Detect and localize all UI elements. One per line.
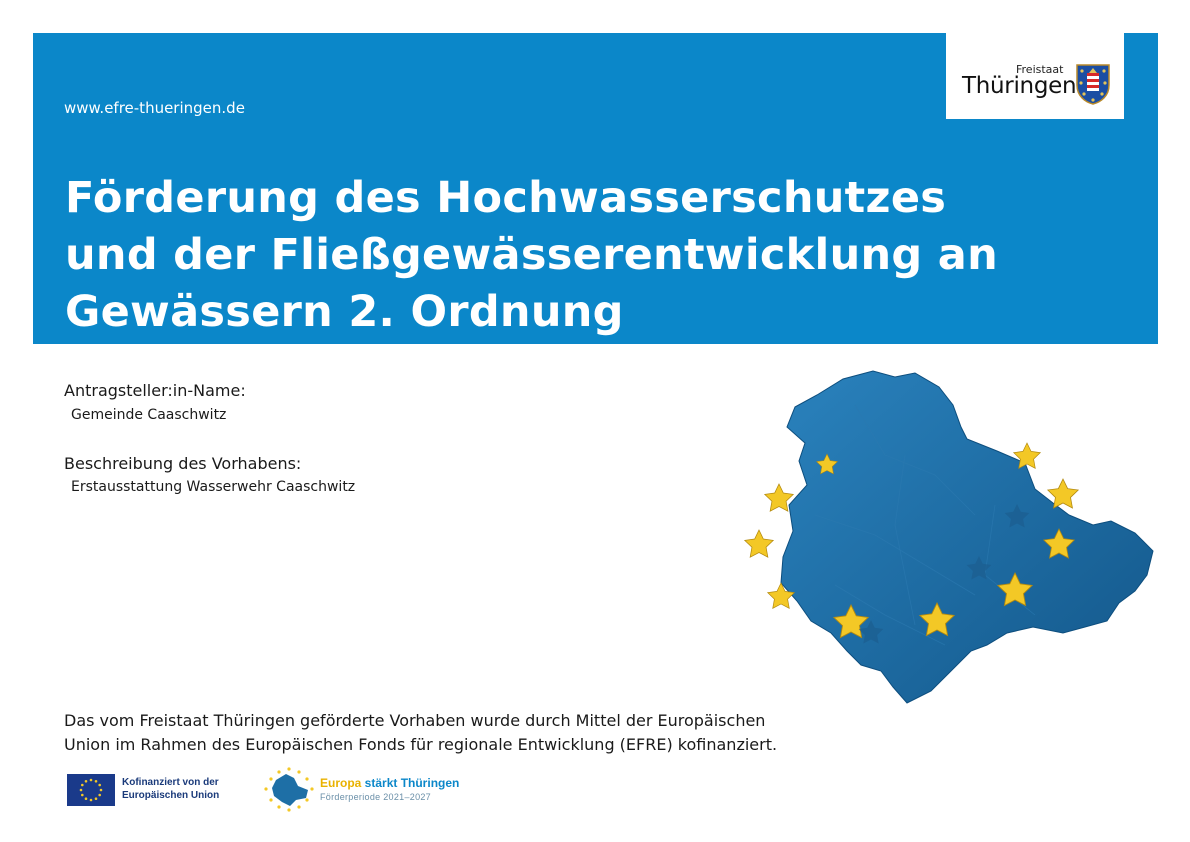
europa-staerkt-thueringen-title xyxy=(320,776,459,790)
funding-period-text: Förderperiode 2021–2027 xyxy=(320,792,431,802)
es-title-europa: Europa xyxy=(320,776,362,790)
funding-statement xyxy=(64,709,944,757)
title-line: und der Fließgewässerentwicklung an xyxy=(65,230,999,280)
title-line: Förderung des Hochwasserschutzes xyxy=(65,173,947,223)
logo-text-freistaat: Freistaat xyxy=(1016,63,1064,76)
thuringia-map-illustration xyxy=(735,365,1160,710)
es-title-rest: stärkt Thüringen xyxy=(361,776,460,790)
funding-statement-line: Das vom Freistaat Thüringen geförderte Vorhaben wurde durch Mittel der Europäischen xyxy=(64,711,766,730)
applicant-value: Gemeinde Caaschwitz xyxy=(71,407,227,423)
map-shape xyxy=(781,371,1153,703)
project-label: Beschreibung des Vorhabens: xyxy=(64,454,302,473)
eu-cofunding-logo-text xyxy=(122,777,219,802)
europa-staerkt-thueringen-icon xyxy=(262,766,317,812)
project-value: Erstausstattung Wasserwehr Caaschwitz xyxy=(71,479,356,495)
eu-logo-line: Europäischen Union xyxy=(122,789,220,801)
logo-text-thueringen: Thüringen xyxy=(962,73,1077,99)
eu-logo-line: Kofinanziert von der xyxy=(122,777,219,788)
funding-statement-line: Union im Rahmen des Europäischen Fonds für regionale Entwicklung (EFRE) kofinanziert. xyxy=(64,735,778,754)
website-url[interactable]: www.efre-thueringen.de xyxy=(64,99,245,117)
thuringia-coat-of-arms-icon xyxy=(1074,63,1112,105)
page-title xyxy=(65,170,1065,341)
eu-flag-icon xyxy=(67,774,115,806)
applicant-label: Antragsteller:in-Name: xyxy=(64,381,246,400)
title-line: Gewässern 2. Ordnung xyxy=(65,287,624,337)
